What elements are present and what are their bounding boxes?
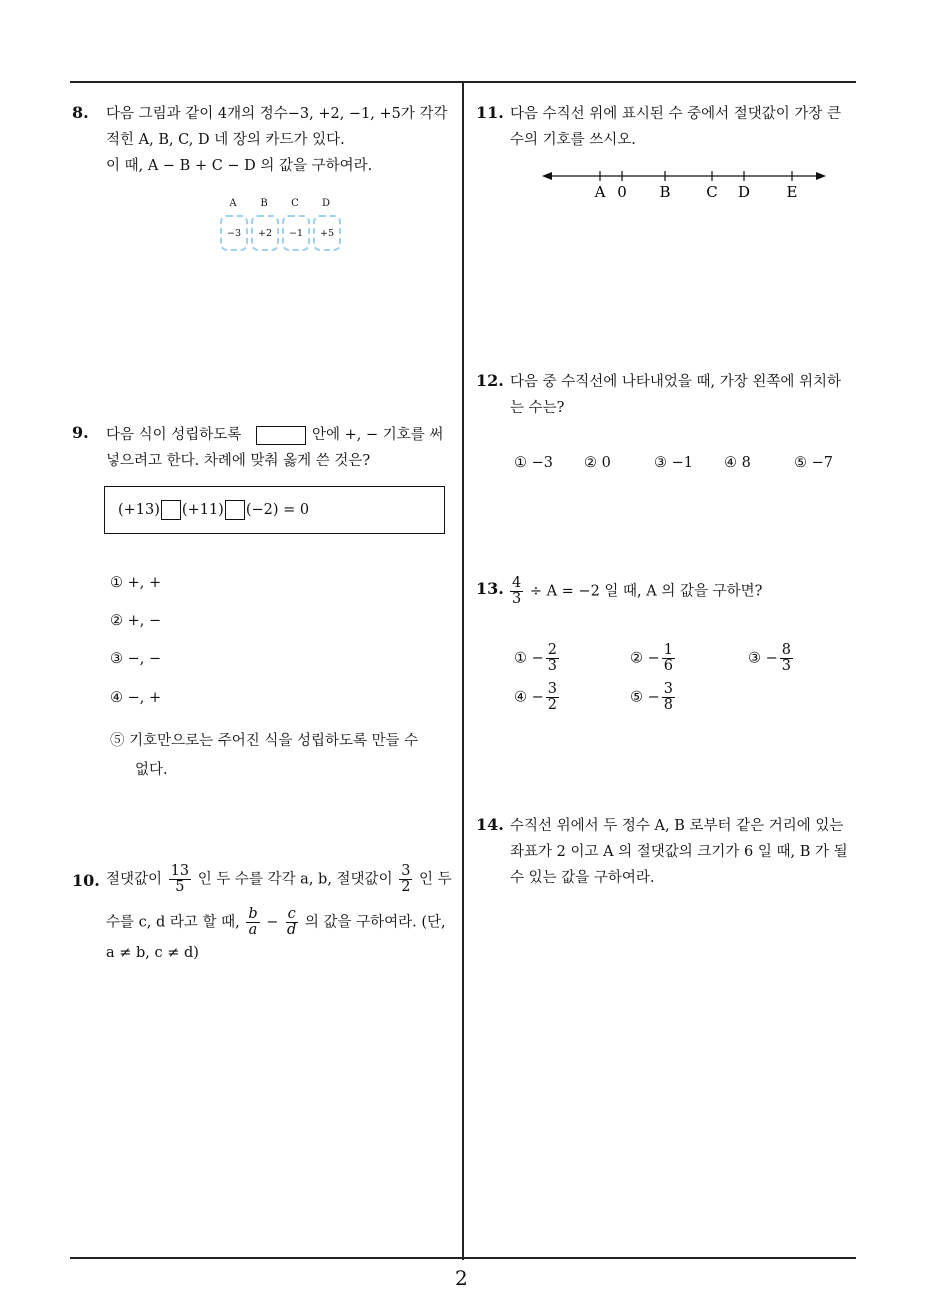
q9-line1a: 다음 식이 성립하도록 xyxy=(106,427,242,443)
point-e: E xyxy=(786,183,798,201)
q13-choice-3[interactable]: ③ − $\frac{8}{3}$ xyxy=(748,642,791,675)
q9-equation xyxy=(118,497,309,523)
q12-line2: 는 수는? xyxy=(510,400,565,416)
number-line xyxy=(540,164,830,204)
q10-t3: 인 두 xyxy=(419,871,452,888)
q12-choice-3[interactable]: ③ −1 xyxy=(654,455,693,471)
q13-choice-4[interactable]: ④ − $\frac{3}{2}$ xyxy=(514,681,557,714)
q10-line2 xyxy=(106,907,446,938)
point-zero: 0 xyxy=(617,183,627,201)
card-label-c: C xyxy=(291,198,299,209)
q13-text: ÷ A = −2 일 때, A 의 값을 구하면? xyxy=(529,583,763,600)
q14-line1: 수직선 위에서 두 정수 A, B 로부터 같은 거리에 있는 xyxy=(510,818,844,834)
page-number: 2 xyxy=(455,1266,468,1290)
q12-choice-1[interactable]: ① −3 xyxy=(514,455,553,471)
q13-number: 13. xyxy=(476,579,504,598)
q8-number: 8. xyxy=(72,103,89,122)
q10-minus: − xyxy=(266,914,279,931)
q10-line1 xyxy=(106,864,452,895)
q12-choice-2[interactable]: ② 0 xyxy=(584,455,611,471)
q13-choice-2[interactable]: ② − $\frac{1}{6}$ xyxy=(630,642,673,675)
q14-number: 14. xyxy=(476,815,504,834)
q9-choice-4[interactable]: ④ −, + xyxy=(110,690,162,706)
q10-t4: 수를 c, d 라고 할 때, xyxy=(106,914,240,931)
card-d: +5 xyxy=(313,215,341,251)
q10-t5: 의 값을 구하여라. (단, xyxy=(304,914,446,931)
q12-line1: 다음 중 수직선에 나타내었을 때, 가장 왼쪽에 위치하 xyxy=(510,374,842,390)
q8-line1: 다음 그림과 같이 4개의 정수−3, +2, −1, +5가 각각 xyxy=(106,106,448,122)
card-a: −3 xyxy=(220,215,248,251)
q13-choice-1[interactable]: ① − $\frac{2}{3}$ xyxy=(514,642,557,675)
q11-line1: 다음 수직선 위에 표시된 수 중에서 절댓값이 가장 큰 xyxy=(510,106,842,122)
card-b: +2 xyxy=(251,215,279,251)
q10-t1: 절댓값이 xyxy=(106,871,163,888)
q12-choice-4[interactable]: ④ 8 xyxy=(724,455,751,471)
q9-eq-c: (−2) = 0 xyxy=(245,502,310,518)
q9-choice-5-line2: 없다. xyxy=(135,762,168,778)
q10-frac-c-d: $\frac{c}{d}$ xyxy=(287,906,297,939)
q9-blank-box xyxy=(256,426,306,445)
q13-choice-5[interactable]: ⑤ − $\frac{3}{8}$ xyxy=(630,681,673,714)
point-b: B xyxy=(659,183,671,201)
q11-line2: 수의 기호를 쓰시오. xyxy=(510,132,636,148)
q13-frac-4-3: $\frac{4}{3}$ xyxy=(512,575,522,608)
q10-frac-b-a: $\frac{b}{a}$ xyxy=(248,906,258,939)
card-label-d: D xyxy=(321,198,331,209)
q9-line2: 넣으려고 한다. 차례에 맞춰 옳게 쓴 것은? xyxy=(106,453,371,469)
q9-eq-b: (+11) xyxy=(181,502,224,518)
q10-frac-3-2: $\frac{3}{2}$ xyxy=(401,863,411,896)
q9-eq-box1 xyxy=(161,500,181,520)
q11-number: 11. xyxy=(476,103,504,122)
point-c: C xyxy=(706,183,718,201)
q9-choice-3[interactable]: ③ −, − xyxy=(110,651,162,667)
q10-t2: 인 두 수를 각각 a, b, 절댓값이 xyxy=(197,871,393,888)
card-c: −1 xyxy=(282,215,310,251)
q10-number: 10. xyxy=(72,871,100,890)
column-divider xyxy=(462,82,464,1260)
q12-choice-5[interactable]: ⑤ −7 xyxy=(794,455,833,471)
q12-number: 12. xyxy=(476,371,504,390)
q9-choice-5-line1: ⑤ 기호만으로는 주어진 식을 성립하도록 만들 수 xyxy=(110,733,419,749)
q9-choice-5[interactable] xyxy=(110,729,418,779)
q10-line3: a ≠ b, c ≠ d) xyxy=(106,945,199,961)
q8-line3: 이 때, A − B + C − D 의 값을 구하여라. xyxy=(106,158,373,174)
q10-frac-13-5: $\frac{13}{5}$ xyxy=(170,863,190,896)
q13-stem xyxy=(508,576,762,607)
card-label-b: B xyxy=(260,198,268,209)
q9-choice-1[interactable]: ① +, + xyxy=(110,575,162,591)
point-d: D xyxy=(737,183,751,201)
q9-eq-box2 xyxy=(225,500,245,520)
q9-eq-a: (+13) xyxy=(118,502,160,518)
q14-line2: 좌표가 2 이고 A 의 절댓값의 크기가 6 일 때, B 가 될 xyxy=(510,844,848,860)
card-label-a: A xyxy=(229,198,237,209)
q14-line3: 수 있는 값을 구하여라. xyxy=(510,870,655,886)
bottom-rule xyxy=(70,1257,856,1259)
q8-line2: 적힌 A, B, C, D 네 장의 카드가 있다. xyxy=(106,132,345,148)
q9-number: 9. xyxy=(72,423,89,442)
point-a: A xyxy=(594,183,606,201)
q9-choice-2[interactable]: ② +, − xyxy=(110,613,162,629)
q9-line1b: 안에 +, − 기호를 써 xyxy=(312,427,444,443)
